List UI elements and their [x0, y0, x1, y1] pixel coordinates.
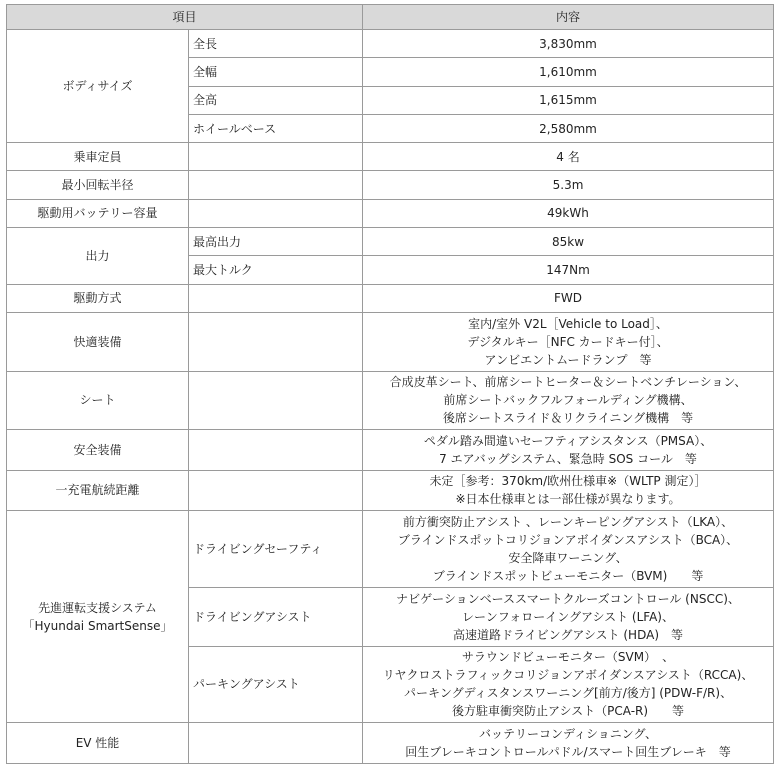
value-drive: FWD [363, 284, 774, 312]
row-label-ev: EV 性能 [7, 723, 189, 764]
value-line: リヤクロストラフィックコリジョンアボイダンスアシスト（RCCA)、 [382, 668, 754, 683]
table-row [7, 30, 774, 58]
adas-label-line: 「Hyundai SmartSense」 [22, 618, 173, 633]
empty-sub-cell [189, 143, 363, 171]
value-line: 安全降車ワーニング、 [508, 551, 628, 565]
table-row [7, 723, 774, 764]
value-line: サラウンドビューモニター（SVM） 、 [461, 650, 675, 665]
row-label-body-size: ボディサイズ [7, 30, 189, 143]
sub-label-max-torque: 最大トルク [189, 256, 363, 284]
empty-sub-cell [189, 470, 363, 510]
value-line: 室内/室外 V2L［Vehicle to Load］、 [468, 316, 668, 331]
value-wheelbase: 2,580mm [363, 114, 774, 142]
value-ev [363, 723, 774, 764]
adas-label-line: 先進運転支援システム [38, 600, 157, 615]
row-label-seat: シート [7, 371, 189, 430]
value-line: 回生ブレーキコントロールパドル/スマート回生ブレーキ 等 [405, 745, 731, 760]
value-line: 後方駐車衝突防止アシスト（PCA-R) 等 [451, 704, 685, 719]
spec-table [6, 4, 774, 764]
header-row [7, 5, 774, 30]
value-safety [363, 430, 774, 470]
row-label-range: 一充電航続距離 [7, 470, 189, 510]
value-line: ブラインドスポットコリジョンアボイダンスアシスト（BCA）、 [397, 533, 739, 547]
value-line: 未定［参考：370km/欧州仕様車※（WLTP 測定）］ [429, 474, 707, 489]
empty-sub-cell [189, 430, 363, 470]
table-row [7, 143, 774, 171]
value-line: 7 エアバッグシステム、緊急時 SOS コール 等 [439, 451, 697, 466]
value-turning-radius: 5.3m [363, 171, 774, 199]
empty-sub-cell [189, 723, 363, 764]
table-row [7, 228, 774, 256]
value-battery: 49kWh [363, 199, 774, 227]
table-row [7, 284, 774, 312]
sub-label-length: 全長 [189, 30, 363, 58]
row-label-output: 出力 [7, 228, 189, 285]
row-label-drive: 駆動方式 [7, 284, 189, 312]
value-line: 高速道路ドライビングアシスト (HDA) 等 [453, 627, 684, 642]
value-parking-assist [363, 646, 774, 723]
table-row [7, 312, 774, 371]
value-max-torque: 147Nm [363, 256, 774, 284]
value-capacity: 4 名 [363, 143, 774, 171]
sub-label-parking-assist: パーキングアシスト [189, 646, 363, 723]
value-line: パーキングディスタンスワーニング[前方/後方] (PDW-F/R)、 [403, 686, 733, 701]
value-driving-assist [363, 587, 774, 646]
row-label-battery: 駆動用バッテリー容量 [7, 199, 189, 227]
table-row [7, 430, 774, 470]
value-height: 1,615mm [363, 86, 774, 114]
table-row [7, 470, 774, 510]
value-line: デジタルキー［NFC カードキー付］、 [467, 334, 669, 349]
sub-label-height: 全高 [189, 86, 363, 114]
value-comfort [363, 312, 774, 371]
empty-sub-cell [189, 284, 363, 312]
empty-sub-cell [189, 171, 363, 199]
row-label-safety: 安全装備 [7, 430, 189, 470]
value-line: 前席シートバックフルフォールディング機構、 [443, 393, 693, 408]
value-line: 前方衝突防止アシスト 、レーンキーピングアシスト（LKA）、 [402, 515, 734, 529]
value-width: 1,610mm [363, 58, 774, 86]
sub-label-max-power: 最高出力 [189, 228, 363, 256]
value-line: ブラインドスポットビューモニター（BVM) 等 [432, 569, 704, 583]
row-label-capacity: 乗車定員 [7, 143, 189, 171]
row-label-comfort: 快適装備 [7, 312, 189, 371]
value-line: ナビゲーションベーススマートクルーズコントロール (NSCC)、 [396, 591, 740, 606]
value-length: 3,830mm [363, 30, 774, 58]
value-line: バッテリーコンディショニング、 [478, 727, 658, 742]
empty-sub-cell [189, 312, 363, 371]
value-line: 後席シートスライド＆リクライニング機構 等 [442, 411, 694, 426]
value-range [363, 470, 774, 510]
value-line: ペダル踏み間違いセーフティアシスタンス（PMSA）、 [423, 433, 713, 448]
value-seat [363, 371, 774, 430]
value-line: アンビエントムードランプ 等 [484, 352, 652, 367]
value-max-power: 85kw [363, 228, 774, 256]
sub-label-driving-safety: ドライビングセーフティ [189, 511, 363, 588]
sub-label-driving-assist: ドライビングアシスト [189, 587, 363, 646]
table-row [7, 371, 774, 430]
sub-label-wheelbase: ホイールベース [189, 114, 363, 142]
table-row [7, 511, 774, 588]
sub-label-width: 全幅 [189, 58, 363, 86]
table-row [7, 171, 774, 199]
value-line: ※日本仕様車とは一部仕様が異なります。 [455, 492, 681, 507]
value-driving-safety [363, 511, 774, 588]
value-line: レーンフォローイングアシスト (LFA)、 [462, 609, 674, 624]
empty-sub-cell [189, 371, 363, 430]
empty-sub-cell [189, 199, 363, 227]
table-row [7, 199, 774, 227]
value-line: 合成皮革シート、前席シートヒーター＆シートベンチレーション、 [389, 375, 747, 390]
header-item: 項目 [7, 5, 363, 30]
header-content: 内容 [363, 5, 774, 30]
row-label-adas [7, 511, 189, 723]
row-label-turning-radius: 最小回転半径 [7, 171, 189, 199]
